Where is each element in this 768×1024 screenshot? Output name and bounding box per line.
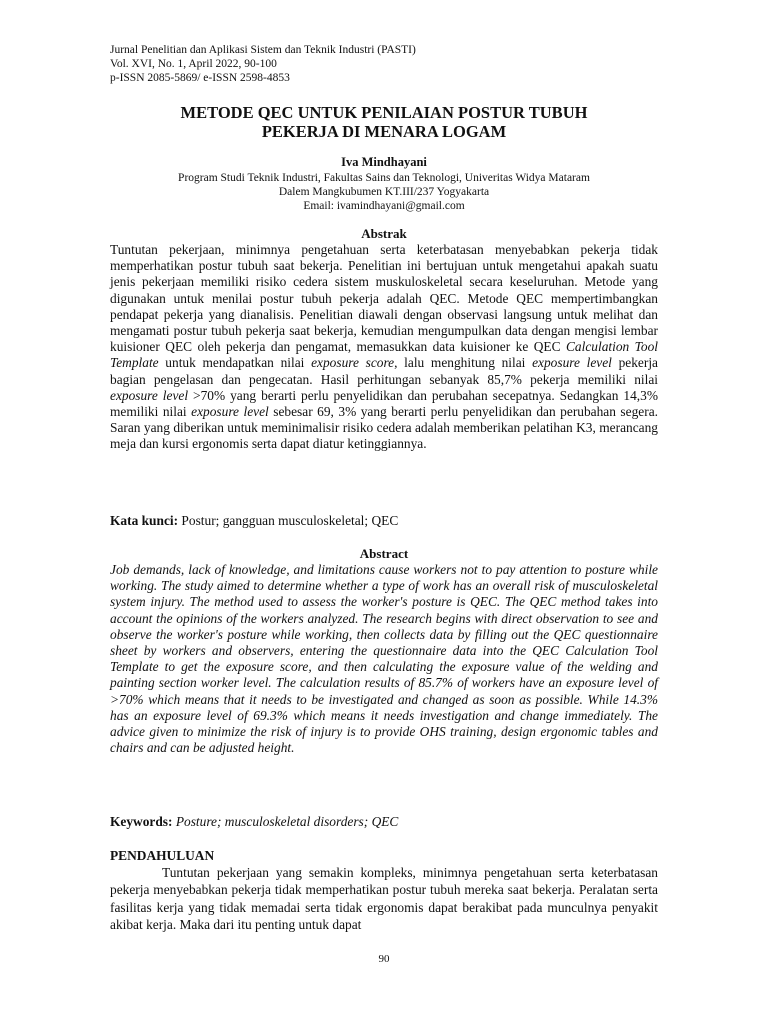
journal-name: Jurnal Penelitian dan Aplikasi Sistem dan Teknik Industri (PASTI) xyxy=(110,44,416,56)
keywords-value: Posture; musculoskeletal disorders; QEC xyxy=(172,814,399,829)
journal-issn: p-ISSN 2085-5869/ e-ISSN 2598-4853 xyxy=(110,72,290,84)
abstrak-text-6: sebesar 69, 3% yang berarti perlu penyelidikan dan perubahan segera. Saran yang diberikan untuk meminimalisir risiko cedera adalah memberikan pelatihan K3, merancang meja dan kursi ergonomis serta dapat diatur ketinggiannya. xyxy=(110,404,658,452)
abstrak-italic-5: exposure level xyxy=(191,404,269,420)
paper-title-line1: METODE QEC UNTUK PENILAIAN POSTUR TUBUH xyxy=(180,103,588,122)
abstrak-body xyxy=(110,242,658,453)
abstrak-text-3: , lalu menghitung nilai xyxy=(394,355,533,371)
keywords xyxy=(110,814,658,830)
abstract-body: Job demands, lack of knowledge, and limitations cause workers not to pay attention to posture while working. The study aimed to determine whether a type of work has an overall risk of musculoskeletal system injury. The method used to assess the worker's posture is QEC. The QEC method takes into account the opinions of the workers analyzed. The research begins with direct observation to see and observe the worker's posture while working, then collects data by filling out the QEC questionnaire sheet by workers and observers, entering the questionnaire data into the QEC Calculation Tool Template to get the exposure score, and then calculating the exposure value of the welding and painting section worker level. The calculation results of 85.7% of workers have an exposure level of >70% which means that it needs to be investigated and changed as soon as possible. While 14.3% has an exposure level of 69.3% which means it needs investigation and change immediately. The advice given to minimize the risk of injury is to provide OHS training, design ergonomic tables and chairs and can be adjusted height. xyxy=(110,562,658,756)
journal-header xyxy=(110,43,416,85)
affiliation-line1: Program Studi Teknik Industri, Fakultas Sains dan Teknologi, Univeritas Widya Mataram xyxy=(178,172,590,184)
abstrak-text-4: pekerja bagian pengelasan dan pengecatan. Hasil perhitungan sebanyak 85,7% pekerja memiliki nilai xyxy=(110,355,658,387)
section-heading-pendahuluan: PENDAHULUAN xyxy=(110,848,215,863)
abstrak-text-1: Tuntutan pekerjaan, minimnya pengetahuan serta keterbatasan menyebabkan pekerja tidak memperhatikan postur tubuh saat bekerja. Penelitian ini bertujuan untuk mengetahui apakah suatu jenis pekerjaan memiliki risiko cedera sistem muskuloskeletal secara keseluruhan. Metode yang digunakan untuk menilai postur tubuh pekerja adalah QEC. Metode QEC mempertimbangkan pendapat pekerja yang dianalisis. Penelitian diawali dengan observasi langsung untuk melihat dan mengamati postur tubuh pekerja saat bekerja, kemudian mengumpulkan data dengan mengisi lembar kuisioner QEC oleh pekerja dan pengamat, memasukkan data kuisioner ke QEC xyxy=(110,242,658,355)
kata-kunci-label: Kata kunci: xyxy=(110,513,179,528)
abstrak-italic-4: exposure level xyxy=(110,387,189,403)
intro-paragraph: Tuntutan pekerjaan yang semakin kompleks, minimnya pengetahuan serta keterbatasan pekerja menyebabkan pekerja tidak memperhatikan postur tubuh mereka saat bekerja. Peralatan serta fasilitas kerja yang tidak memadai serta tidak ergonomis dapat berakibat pada munculnya penyakit akibat kerja. Maka dari itu penting untuk dapat xyxy=(110,865,658,932)
author-name: Iva Mindhayani xyxy=(341,155,427,169)
abstract-heading: Abstract xyxy=(359,546,409,561)
page-number: 90 xyxy=(378,953,390,965)
journal-volume: Vol. XVI, No. 1, April 2022, 90-100 xyxy=(110,58,277,70)
paper-title xyxy=(110,103,658,141)
author-email: Email: ivamindhayani@gmail.com xyxy=(303,200,465,212)
author-affiliation xyxy=(110,171,658,213)
abstrak-italic-2: exposure score xyxy=(311,355,395,371)
affiliation-line2: Dalem Mangkubumen KT.III/237 Yogyakarta xyxy=(278,186,490,198)
keywords-label: Keywords: xyxy=(110,814,173,829)
kata-kunci xyxy=(110,513,658,529)
abstrak-italic-3: exposure level xyxy=(532,355,612,371)
abstrak-heading: Abstrak xyxy=(361,226,407,241)
abstrak-text-5: >70% yang berarti perlu penyelidikan dan perubahan secepatnya. Sedangkan 14,3% memiliki nilai xyxy=(110,387,658,420)
abstrak-italic-1: Calculation Tool Template xyxy=(110,339,658,371)
kata-kunci-value: Postur; gangguan musculoskeletal; QEC xyxy=(178,513,399,528)
paper-title-line2: PEKERJA DI MENARA LOGAM xyxy=(261,122,507,141)
abstrak-text-2: untuk mendapatkan nilai xyxy=(158,355,312,371)
